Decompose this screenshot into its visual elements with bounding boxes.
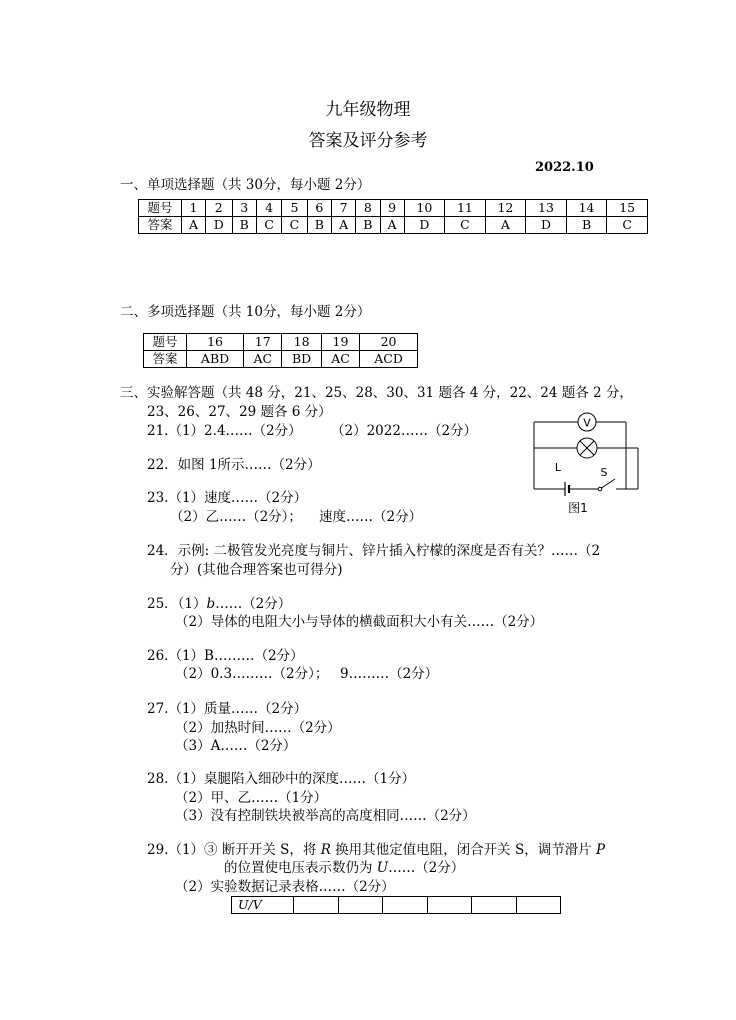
q21-part2: （2）2022……（2分） — [331, 423, 478, 439]
q23-line1: 23.（1）速度……（2分） — [147, 490, 308, 506]
q29-line1-prefix: 29.（1）③ 断开开关 S，将 — [147, 842, 321, 858]
q28-line1: 28.（1）桌腿陷入细砂中的深度……（1分） — [147, 771, 416, 787]
q26-line2b: 9………（2分） — [340, 666, 439, 682]
question-number: 3 — [232, 200, 256, 217]
question-number: 12 — [485, 200, 526, 217]
row-label-number: 题号 — [144, 334, 187, 351]
q29-line2-suffix: ……（2分） — [388, 860, 465, 876]
answer-cell: A — [485, 217, 526, 234]
answer-cell: D — [404, 217, 445, 234]
doc-subtitle: 答案及评分参考 — [308, 131, 428, 151]
table-header-uv: U/V — [232, 897, 294, 914]
answer-cell: B — [566, 217, 607, 234]
q29-line2 — [224, 860, 464, 876]
q27-line2: （2）加热时间……（2分） — [175, 720, 341, 736]
question-number: 15 — [607, 200, 648, 217]
answer-cell: A — [380, 217, 404, 234]
answer-cell: B — [356, 217, 380, 234]
answer-cell: A — [332, 217, 356, 234]
answer-cell: C — [256, 217, 281, 234]
answer-cell: C — [282, 217, 307, 234]
switch-label: S — [600, 466, 608, 479]
question-number: 4 — [256, 200, 281, 217]
lamp-label: L — [554, 461, 562, 474]
answer-cell: BD — [282, 351, 321, 368]
question-number: 7 — [332, 200, 356, 217]
q25-line1 — [147, 596, 291, 612]
row-label-answer: 答案 — [144, 351, 187, 368]
table-row — [139, 217, 648, 234]
answer-cell: AC — [244, 351, 282, 368]
doc-date: 2022.10 — [535, 160, 594, 175]
q28-line2: （2）甲、乙……（1分） — [175, 790, 328, 806]
section1-answer-table — [138, 199, 648, 234]
section3-heading-line1: 三、实验解答题（共 48 分，21、25、28、30、31 题各 4 分，22、24 题各 2 分， — [120, 385, 633, 401]
q29-line1 — [147, 842, 605, 858]
row-label-answer: 答案 — [139, 217, 182, 234]
q27-line1: 27.（1）质量……（2分） — [147, 701, 308, 717]
q25-line1-prefix: 25．（1） — [147, 596, 207, 612]
q28-line3: （3）没有控制铁块被举高的高度相同……（2分） — [175, 808, 476, 824]
answer-cell: C — [445, 217, 486, 234]
answer-cell: AC — [321, 351, 359, 368]
question-number: 1 — [182, 200, 206, 217]
figure-caption: 图1 — [568, 501, 588, 515]
q29-line2-prefix: 的位置使电压表示数仍为 — [224, 860, 377, 876]
answer-cell: B — [307, 217, 331, 234]
empty-cell — [472, 897, 517, 914]
section2-heading: 二、多项选择题（共 10分，每小题 2分） — [120, 304, 371, 320]
q26-line2a: （2）0.3………（2分）； — [175, 666, 329, 682]
empty-cell — [427, 897, 472, 914]
answer-cell: B — [232, 217, 256, 234]
question-number: 13 — [526, 200, 567, 217]
answer-cell: D — [206, 217, 232, 234]
q29-variable-u: U — [376, 860, 389, 876]
table-row — [144, 334, 418, 351]
q29-line1-middle: 换用其他定值电阻，闭合开关 S，调节滑片 — [330, 842, 596, 858]
q24-line1: 24．示例: 二极管发光亮度与铜片、锌片插入柠檬的深度是否有关？……（2 — [147, 543, 601, 559]
question-number: 20 — [360, 334, 418, 351]
question-number: 17 — [244, 334, 282, 351]
empty-cell — [294, 897, 339, 914]
circuit-diagram-figure1 — [528, 405, 646, 520]
q26-line1: 26.（1）B………（2分） — [147, 648, 304, 664]
answer-cell: ABD — [187, 351, 244, 368]
q21-part1: 21.（1）2.4……（2分） — [147, 423, 302, 439]
question-number: 18 — [282, 334, 321, 351]
question-number: 11 — [445, 200, 486, 217]
question-number: 6 — [307, 200, 331, 217]
switch-contact — [598, 487, 602, 491]
empty-cell — [338, 897, 383, 914]
section2-answer-table — [143, 333, 418, 368]
empty-cell — [383, 897, 428, 914]
q24-line2: 分）(其他合理答案也可得分) — [170, 562, 343, 578]
answer-cell: A — [182, 217, 206, 234]
q29-variable-r: R — [320, 842, 331, 858]
empty-cell — [516, 897, 561, 914]
doc-title: 九年级物理 — [325, 100, 411, 120]
answer-cell: D — [526, 217, 567, 234]
question-number: 10 — [404, 200, 445, 217]
switch-lever — [602, 479, 616, 488]
table-row — [144, 351, 418, 368]
q29-data-table — [231, 896, 561, 914]
answer-cell: C — [607, 217, 648, 234]
row-label-number: 题号 — [139, 200, 182, 217]
voltmeter-label: V — [583, 416, 591, 430]
q25-line1-suffix: ……（2分） — [215, 596, 292, 612]
q25-variable: b — [206, 596, 216, 612]
q29-line3: （2）实验数据记录表格……（2分） — [175, 879, 395, 895]
table-row — [139, 200, 648, 217]
q27-line3: （3）A……（2分） — [175, 738, 297, 754]
question-number: 5 — [282, 200, 307, 217]
q29-variable-p: P — [595, 842, 606, 858]
table-row — [232, 897, 561, 914]
question-number: 19 — [321, 334, 359, 351]
q22-answer: 22．如图 1所示……（2分） — [147, 457, 321, 473]
section3-heading-line2: 23、26、27、29 题各 6 分） — [147, 404, 332, 420]
answer-cell: ACD — [360, 351, 418, 368]
question-number: 2 — [206, 200, 232, 217]
q23-line2a: （2）乙……（2分）； — [170, 509, 302, 525]
question-number: 16 — [187, 334, 244, 351]
q25-line2: （2）导体的电阻大小与导体的横截面积大小有关……（2分） — [175, 614, 544, 630]
question-number: 14 — [566, 200, 607, 217]
section1-heading: 一、单项选择题（共 30分，每小题 2分） — [120, 177, 371, 193]
question-number: 9 — [380, 200, 404, 217]
q23-line2b: 速度……（2分） — [319, 509, 423, 525]
question-number: 8 — [356, 200, 380, 217]
